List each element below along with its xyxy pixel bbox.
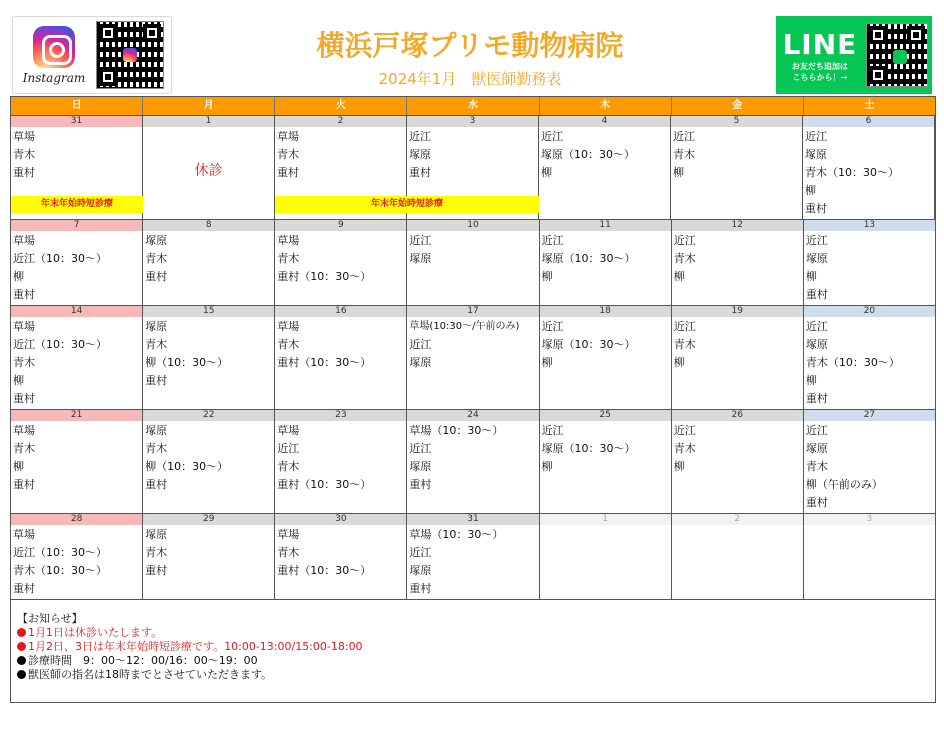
day-number: 30 bbox=[275, 514, 406, 525]
calendar-week-row bbox=[11, 219, 935, 305]
weekday-header: 火 bbox=[275, 97, 407, 115]
staff-entry: 近江 bbox=[541, 130, 563, 143]
day-cell bbox=[143, 410, 275, 513]
day-cell bbox=[11, 514, 143, 599]
staff-entry: 草場 bbox=[277, 424, 300, 437]
day-staff-list bbox=[540, 317, 671, 409]
day-number: 24 bbox=[407, 410, 538, 421]
page-subtitle: 2024年1月 獣医師勤務表 bbox=[378, 70, 562, 88]
day-cell bbox=[275, 306, 407, 409]
staff-entry: 近江 bbox=[541, 234, 564, 247]
day-cell bbox=[275, 220, 407, 305]
day-number: 12 bbox=[672, 220, 803, 231]
staff-entry: 重村 bbox=[805, 288, 828, 301]
staff-entry: 重村 bbox=[145, 374, 168, 387]
staff-entry: 柳 bbox=[673, 460, 685, 473]
notice-section bbox=[11, 599, 935, 702]
staff-entry: 青木（10：30～） bbox=[13, 564, 107, 577]
weekday-header: 月 bbox=[143, 97, 275, 115]
staff-entry: 草場 bbox=[13, 320, 35, 333]
day-staff-list bbox=[143, 127, 274, 219]
day-number: 27 bbox=[804, 410, 935, 421]
day-cell bbox=[275, 514, 407, 599]
day-staff-list bbox=[143, 231, 274, 305]
staff-entry: 重村（10：30～） bbox=[277, 270, 372, 283]
notice-item bbox=[17, 668, 929, 682]
day-number: 16 bbox=[275, 306, 406, 317]
staff-entry: 重村 bbox=[13, 392, 35, 405]
notice-text: 1月2日、3日は年末年始時短診療です。10:00-13:00/15:00-18:00 bbox=[28, 640, 363, 653]
day-number: 1 bbox=[143, 116, 274, 127]
calendar-weeks bbox=[11, 115, 935, 599]
instagram-qr-code-icon[interactable] bbox=[96, 21, 164, 89]
bullet-icon bbox=[17, 656, 26, 665]
notice-item bbox=[17, 640, 929, 654]
notice-text: 診療時間 9：00～12：00/16：00～19：00 bbox=[28, 654, 258, 667]
bullet-icon bbox=[17, 670, 26, 679]
staff-entry: 草場 bbox=[13, 424, 35, 437]
day-number: 3 bbox=[804, 514, 935, 525]
day-staff-list bbox=[11, 231, 142, 305]
day-staff-list bbox=[804, 421, 935, 513]
day-staff-list bbox=[804, 317, 935, 409]
day-number: 7 bbox=[11, 220, 142, 231]
staff-entry: 近江 bbox=[541, 424, 564, 437]
staff-entry: 近江 bbox=[805, 424, 828, 437]
day-staff-list bbox=[275, 231, 406, 305]
calendar-week-row bbox=[11, 513, 935, 599]
staff-entry: 重村 bbox=[409, 582, 432, 595]
staff-entry: 青木（10：30～） bbox=[805, 356, 900, 369]
weekday-header: 水 bbox=[407, 97, 539, 115]
line-logo-block bbox=[780, 28, 860, 83]
day-staff-list bbox=[11, 317, 142, 409]
staff-entry: 柳 bbox=[805, 374, 817, 387]
closed-label: 休診 bbox=[194, 163, 223, 179]
day-number: 13 bbox=[804, 220, 935, 231]
day-staff-list bbox=[143, 421, 274, 513]
day-cell bbox=[803, 116, 935, 219]
short-hours-band: 年末年始時短診療 bbox=[275, 196, 539, 213]
staff-entry: 重村（10：30～） bbox=[277, 356, 372, 369]
staff-entry: 青木（10：30～） bbox=[805, 166, 899, 179]
staff-entry: 塚原 bbox=[145, 234, 168, 247]
day-number: 9 bbox=[275, 220, 406, 231]
day-number: 17 bbox=[407, 306, 538, 317]
staff-entry: 重村 bbox=[13, 582, 35, 595]
day-cell bbox=[804, 514, 935, 599]
staff-entry: 青木 bbox=[673, 148, 695, 161]
staff-entry: 青木 bbox=[13, 442, 35, 455]
staff-entry: 柳 bbox=[13, 374, 24, 387]
staff-entry: 柳 bbox=[805, 184, 816, 197]
notice-heading: 【お知らせ】 bbox=[17, 612, 83, 625]
staff-entry: 近江 bbox=[409, 338, 432, 351]
line-qr-code-icon[interactable] bbox=[866, 23, 928, 87]
staff-entry: 近江（10：30～） bbox=[13, 546, 107, 559]
staff-entry: 柳 bbox=[541, 356, 553, 369]
staff-entry: 柳 bbox=[673, 356, 685, 369]
day-number: 29 bbox=[143, 514, 274, 525]
day-number: 20 bbox=[804, 306, 935, 317]
staff-entry: 重村 bbox=[805, 392, 828, 405]
day-cell bbox=[11, 306, 143, 409]
staff-entry: 近江 bbox=[673, 234, 696, 247]
day-cell bbox=[539, 116, 671, 219]
line-qr-panel[interactable] bbox=[776, 16, 932, 94]
day-cell bbox=[540, 220, 672, 305]
staff-entry: 青木 bbox=[13, 148, 35, 161]
staff-entry: 近江 bbox=[805, 130, 827, 143]
day-cell bbox=[143, 116, 275, 219]
day-staff-list bbox=[540, 525, 671, 599]
staff-entry: 柳（10：30～） bbox=[145, 460, 229, 473]
staff-entry: 近江 bbox=[541, 320, 564, 333]
day-number: 2 bbox=[672, 514, 803, 525]
day-number: 21 bbox=[11, 410, 142, 421]
day-staff-list bbox=[671, 127, 802, 219]
staff-entry: 塚原 bbox=[145, 424, 168, 437]
day-staff-list bbox=[540, 421, 671, 513]
day-staff-list bbox=[407, 421, 538, 513]
day-cell bbox=[671, 116, 803, 219]
day-staff-list bbox=[407, 317, 538, 409]
day-staff-list bbox=[672, 317, 803, 409]
staff-entry: 青木 bbox=[805, 460, 828, 473]
calendar-week-row bbox=[11, 305, 935, 409]
page-title: 横浜戸塚プリモ動物病院 bbox=[316, 29, 624, 62]
day-cell bbox=[11, 220, 143, 305]
staff-entry: 塚原 bbox=[409, 252, 432, 265]
day-number: 23 bbox=[275, 410, 406, 421]
day-cell bbox=[143, 514, 275, 599]
staff-entry: 青木 bbox=[145, 338, 168, 351]
staff-entry: 柳（10：30～） bbox=[145, 356, 229, 369]
staff-entry: 塚原（10：30～） bbox=[541, 148, 635, 161]
staff-entry: 草場 bbox=[277, 320, 300, 333]
staff-entry: 重村 bbox=[277, 166, 299, 179]
day-number: 10 bbox=[407, 220, 538, 231]
staff-entry: 草場 bbox=[13, 130, 35, 143]
day-cell bbox=[407, 410, 539, 513]
staff-entry: 重村 bbox=[805, 496, 828, 509]
weekday-header: 日 bbox=[11, 97, 143, 115]
staff-entry: 重村 bbox=[13, 288, 35, 301]
staff-entry: 柳 bbox=[541, 166, 552, 179]
line-logo-icon: LINE bbox=[782, 27, 858, 61]
day-number: 3 bbox=[407, 116, 538, 127]
staff-entry: 塚原（10：30～） bbox=[541, 442, 636, 455]
staff-entry: 青木 bbox=[145, 442, 168, 455]
staff-entry: 重村 bbox=[145, 270, 168, 283]
staff-entry: 塚原 bbox=[805, 442, 828, 455]
staff-entry: 青木 bbox=[673, 338, 696, 351]
staff-entry: 柳（午前のみ） bbox=[805, 478, 883, 491]
day-staff-list bbox=[11, 421, 142, 513]
day-cell bbox=[672, 410, 804, 513]
staff-entry: 青木 bbox=[673, 252, 696, 265]
day-cell bbox=[804, 306, 935, 409]
day-number: 14 bbox=[11, 306, 142, 317]
day-staff-list bbox=[539, 127, 670, 219]
staff-entry: 塚原 bbox=[409, 564, 432, 577]
staff-entry: 近江 bbox=[409, 234, 432, 247]
staff-entry: 柳 bbox=[541, 270, 553, 283]
staff-entry: 近江 bbox=[673, 320, 696, 333]
day-staff-list bbox=[11, 525, 142, 599]
day-cell bbox=[407, 220, 539, 305]
day-cell bbox=[143, 306, 275, 409]
staff-entry: 塚原 bbox=[409, 460, 432, 473]
notice-text: 獣医師の指名は18時までとさせていただきます。 bbox=[28, 668, 273, 681]
staff-entry: 塚原 bbox=[409, 356, 432, 369]
notice-item bbox=[17, 626, 929, 640]
day-cell bbox=[804, 220, 935, 305]
weekday-header: 金 bbox=[672, 97, 804, 115]
day-staff-list bbox=[275, 421, 406, 513]
staff-entry: 塚原（10：30～） bbox=[541, 252, 636, 265]
notice-item bbox=[17, 654, 929, 668]
staff-entry: 塚原 bbox=[145, 320, 168, 333]
day-cell bbox=[407, 514, 539, 599]
staff-entry: 近江 bbox=[409, 130, 431, 143]
staff-entry: 青木 bbox=[673, 442, 696, 455]
day-number: 15 bbox=[143, 306, 274, 317]
instagram-label: Instagram bbox=[22, 70, 86, 85]
staff-entry: 重村 bbox=[13, 166, 35, 179]
day-number: 1 bbox=[540, 514, 671, 525]
staff-entry: 近江 bbox=[673, 130, 695, 143]
staff-entry: 草場(10:30～/午前のみ) bbox=[409, 321, 520, 332]
staff-entry: 重村 bbox=[145, 564, 168, 577]
staff-entry: 近江 bbox=[409, 546, 432, 559]
notice-text: 1月1日は休診いたします。 bbox=[28, 626, 163, 639]
weekday-header: 木 bbox=[540, 97, 672, 115]
staff-entry: 柳 bbox=[13, 270, 24, 283]
staff-entry: 塚原 bbox=[805, 252, 828, 265]
staff-entry: 青木 bbox=[277, 460, 300, 473]
line-add-friend-text-2: こちらから！→ bbox=[792, 72, 848, 82]
staff-entry: 重村（10：30～） bbox=[277, 564, 372, 577]
instagram-logo-block bbox=[16, 19, 92, 91]
notice-list bbox=[17, 626, 929, 682]
staff-entry: 青木 bbox=[277, 338, 300, 351]
day-staff-list bbox=[275, 317, 406, 409]
line-add-friend-text-1: お友だち追加は bbox=[791, 61, 848, 71]
day-number: 26 bbox=[672, 410, 803, 421]
day-cell bbox=[275, 410, 407, 513]
day-number: 11 bbox=[540, 220, 671, 231]
day-staff-list bbox=[672, 525, 803, 599]
staff-entry: 青木 bbox=[277, 252, 300, 265]
day-staff-list bbox=[407, 525, 538, 599]
day-staff-list bbox=[407, 231, 538, 305]
staff-entry: 近江 bbox=[277, 442, 300, 455]
calendar-week-row bbox=[11, 409, 935, 513]
day-cell bbox=[540, 410, 672, 513]
calendar-week-row bbox=[11, 115, 935, 219]
staff-entry: 草場（10：30～） bbox=[409, 528, 504, 541]
staff-entry: 柳 bbox=[805, 270, 817, 283]
staff-entry: 重村 bbox=[409, 478, 432, 491]
day-cell bbox=[540, 514, 672, 599]
weekday-header: 土 bbox=[804, 97, 935, 115]
staff-entry: 近江（10：30～） bbox=[13, 252, 107, 265]
staff-entry: 柳 bbox=[673, 270, 685, 283]
staff-entry: 草場 bbox=[13, 528, 35, 541]
day-number: 31 bbox=[407, 514, 538, 525]
day-staff-list bbox=[143, 317, 274, 409]
day-number: 28 bbox=[11, 514, 142, 525]
staff-entry: 重村 bbox=[409, 166, 431, 179]
staff-entry: 重村 bbox=[13, 478, 35, 491]
staff-entry: 近江 bbox=[805, 320, 828, 333]
day-cell bbox=[143, 220, 275, 305]
bullet-icon bbox=[17, 628, 26, 637]
staff-entry: 塚原 bbox=[805, 148, 827, 161]
staff-entry: 柳 bbox=[13, 460, 24, 473]
day-number: 19 bbox=[672, 306, 803, 317]
day-number: 25 bbox=[540, 410, 671, 421]
staff-entry: 重村（10：30～） bbox=[277, 478, 372, 491]
day-staff-list bbox=[275, 525, 406, 599]
day-cell bbox=[804, 410, 935, 513]
day-cell bbox=[672, 220, 804, 305]
staff-entry: 塚原 bbox=[409, 148, 431, 161]
staff-entry: 青木 bbox=[13, 356, 35, 369]
staff-entry: 草場（10：30～） bbox=[409, 424, 504, 437]
staff-entry: 近江 bbox=[409, 442, 432, 455]
day-cell bbox=[11, 410, 143, 513]
staff-entry: 塚原 bbox=[805, 338, 828, 351]
day-cell bbox=[407, 306, 539, 409]
staff-entry: 青木 bbox=[277, 546, 300, 559]
staff-entry: 柳 bbox=[541, 460, 553, 473]
weekday-header-row bbox=[11, 97, 935, 115]
day-staff-list bbox=[540, 231, 671, 305]
day-cell bbox=[540, 306, 672, 409]
day-staff-list bbox=[672, 231, 803, 305]
day-number: 2 bbox=[275, 116, 406, 127]
day-number: 8 bbox=[143, 220, 274, 231]
day-staff-list bbox=[804, 525, 935, 599]
staff-entry: 近江 bbox=[805, 234, 828, 247]
staff-entry: 塚原（10：30～） bbox=[541, 338, 636, 351]
day-staff-list bbox=[803, 127, 934, 219]
short-hours-band: 年末年始時短診療 bbox=[11, 196, 143, 213]
day-number: 6 bbox=[803, 116, 934, 127]
instagram-qr-panel[interactable] bbox=[12, 16, 172, 94]
staff-entry: 重村 bbox=[145, 478, 168, 491]
staff-entry: 柳 bbox=[673, 166, 684, 179]
staff-entry: 近江（10：30～） bbox=[13, 338, 107, 351]
day-number: 5 bbox=[671, 116, 802, 127]
schedule-calendar bbox=[10, 96, 936, 703]
staff-entry: 草場 bbox=[277, 234, 300, 247]
day-number: 4 bbox=[539, 116, 670, 127]
instagram-icon bbox=[33, 26, 75, 68]
staff-entry: 草場 bbox=[277, 130, 299, 143]
day-staff-list bbox=[143, 525, 274, 599]
day-cell bbox=[672, 306, 804, 409]
staff-entry: 青木 bbox=[145, 252, 168, 265]
staff-entry: 青木 bbox=[277, 148, 299, 161]
staff-entry: 草場 bbox=[13, 234, 35, 247]
day-staff-list bbox=[672, 421, 803, 513]
bullet-icon bbox=[17, 642, 26, 651]
staff-entry: 近江 bbox=[673, 424, 696, 437]
staff-entry: 草場 bbox=[277, 528, 300, 541]
staff-entry: 重村 bbox=[805, 202, 827, 215]
day-staff-list bbox=[804, 231, 935, 305]
staff-entry: 塚原 bbox=[145, 528, 168, 541]
day-cell bbox=[672, 514, 804, 599]
staff-entry: 青木 bbox=[145, 546, 168, 559]
day-number: 31 bbox=[11, 116, 142, 127]
day-number: 22 bbox=[143, 410, 274, 421]
day-number: 18 bbox=[540, 306, 671, 317]
